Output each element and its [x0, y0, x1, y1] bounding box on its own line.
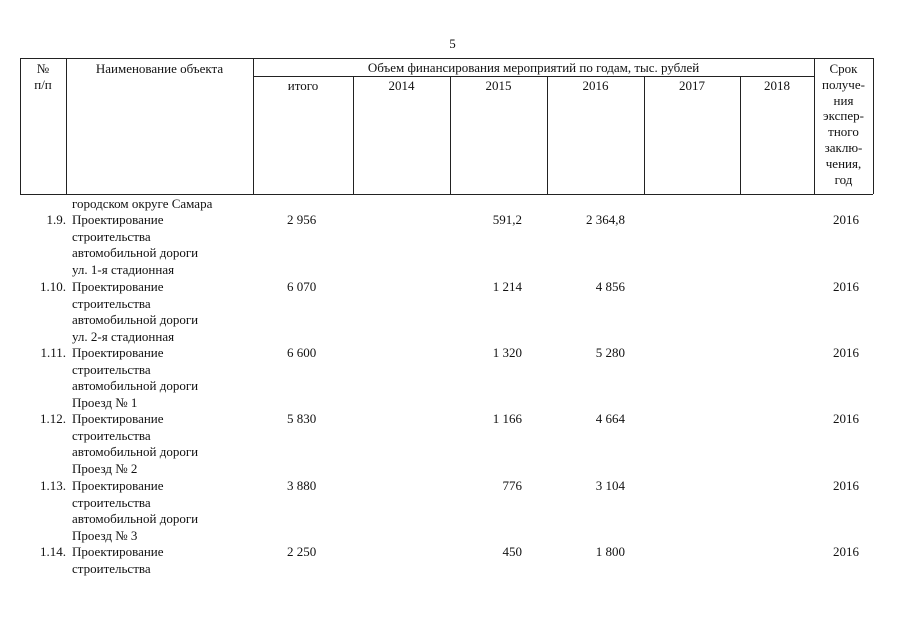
row-itogo: 2 956 — [287, 212, 317, 227]
row-2015: 1 214 — [492, 279, 522, 294]
row-name — [72, 411, 198, 477]
grid-line — [644, 76, 645, 194]
row-name-line: строительства — [72, 427, 151, 443]
row-name-line: автомобильной дороги — [72, 245, 199, 260]
col-year-header: 2017 — [679, 78, 705, 93]
row-name-line: строительства — [72, 361, 151, 377]
col-year-header: 2014 — [388, 78, 415, 93]
col-term-line: чения, — [825, 155, 862, 171]
row-term: 2016 — [833, 544, 859, 559]
row-name-line: Проезд № 3 — [72, 527, 138, 543]
col-no-line: № — [36, 61, 50, 76]
row-number: 1.12. — [40, 411, 66, 426]
row-itogo: 6 070 — [287, 279, 317, 294]
col-year-header: 2016 — [582, 78, 609, 93]
row-number: 1.11. — [40, 345, 66, 360]
col-itogo-header: итого — [287, 78, 319, 93]
row-2015: 776 — [502, 478, 522, 493]
row-2015: 1 166 — [492, 411, 522, 426]
col-year-header: 2018 — [764, 78, 790, 93]
row-name-line: Проектирование — [72, 544, 164, 559]
row-term: 2016 — [833, 212, 859, 227]
header-bottom-border — [20, 194, 873, 195]
row-name-line: Проезд № 1 — [72, 394, 138, 410]
row-name-line: автомобильной дороги — [72, 444, 199, 459]
col-term-line: заклю- — [824, 139, 863, 155]
col-term-line: получе- — [822, 76, 865, 92]
col-year-header: 2015 — [485, 78, 512, 93]
col-funding-header: Объем финансирования мероприятий по годам, тыс. рублей — [367, 60, 700, 75]
grid-line — [547, 76, 548, 194]
row-itogo: 5 830 — [287, 411, 317, 426]
grid-line — [740, 76, 741, 194]
row-2016: 1 800 — [595, 544, 625, 559]
grid-line — [353, 76, 354, 194]
row-2016: 4 664 — [595, 411, 625, 426]
row-itogo: 2 250 — [287, 544, 317, 559]
col-name-header: Наименование объекта — [95, 61, 224, 76]
row-name-line: автомобильной дороги — [72, 378, 199, 393]
header-top-border — [20, 58, 873, 59]
page-number: 5 — [449, 36, 456, 51]
row-2015: 591,2 — [492, 212, 522, 227]
row-name-line: строительства — [72, 494, 151, 510]
row-name-line: ул. 2-я стадионная — [72, 328, 175, 344]
col-term-line: год — [834, 171, 853, 187]
grid-line — [450, 76, 451, 194]
col-no-header — [20, 61, 66, 92]
row-name-line: строительства — [72, 228, 151, 244]
row-number: 1.10. — [40, 279, 66, 294]
row-number: 1.9. — [46, 212, 66, 227]
grid-line — [873, 58, 874, 194]
row-term: 2016 — [833, 279, 859, 294]
row-name-line: автомобильной дороги — [72, 312, 199, 327]
col-no-line: п/п — [34, 76, 52, 92]
row-itogo: 3 880 — [287, 478, 317, 493]
row-term: 2016 — [833, 345, 859, 360]
row-2016: 5 280 — [595, 345, 625, 360]
row-2015: 1 320 — [492, 345, 522, 360]
row-name — [72, 544, 164, 577]
row-name-line: Проектирование — [72, 411, 164, 426]
row-name — [72, 478, 198, 544]
row-term: 2016 — [833, 411, 859, 426]
row-2016: 3 104 — [595, 478, 625, 493]
row-2016: 2 364,8 — [586, 212, 625, 227]
row-name-line: ул. 1-я стадионная — [72, 261, 175, 277]
row-name-line: Проектирование — [72, 345, 164, 360]
grid-line — [66, 58, 67, 194]
row-2015: 450 — [502, 544, 522, 559]
row-name-line: Проектирование — [72, 478, 164, 493]
row-number: 1.13. — [40, 478, 66, 493]
row-name — [72, 279, 198, 345]
row-name — [72, 345, 198, 411]
row-itogo: 6 600 — [287, 345, 317, 360]
continuation-line: городском округе Самара — [72, 196, 213, 211]
row-term: 2016 — [833, 478, 859, 493]
row-2016: 4 856 — [595, 279, 625, 294]
row-name-line: строительства — [72, 560, 151, 576]
funding-divider — [253, 76, 814, 77]
row-name-line: Проезд № 2 — [72, 460, 138, 476]
row-name-line: автомобильной дороги — [72, 511, 199, 526]
col-term-line: Срок — [829, 61, 858, 76]
col-term-line: тного — [828, 124, 859, 140]
col-term-line: ния — [833, 92, 854, 108]
row-name-line: Проектирование — [72, 212, 164, 227]
col-term-header — [814, 61, 873, 187]
row-number: 1.14. — [40, 544, 66, 559]
col-term-line: экспер- — [823, 108, 864, 124]
row-name-line: Проектирование — [72, 279, 164, 294]
row-name-line: строительства — [72, 295, 151, 311]
row-name — [72, 212, 198, 278]
